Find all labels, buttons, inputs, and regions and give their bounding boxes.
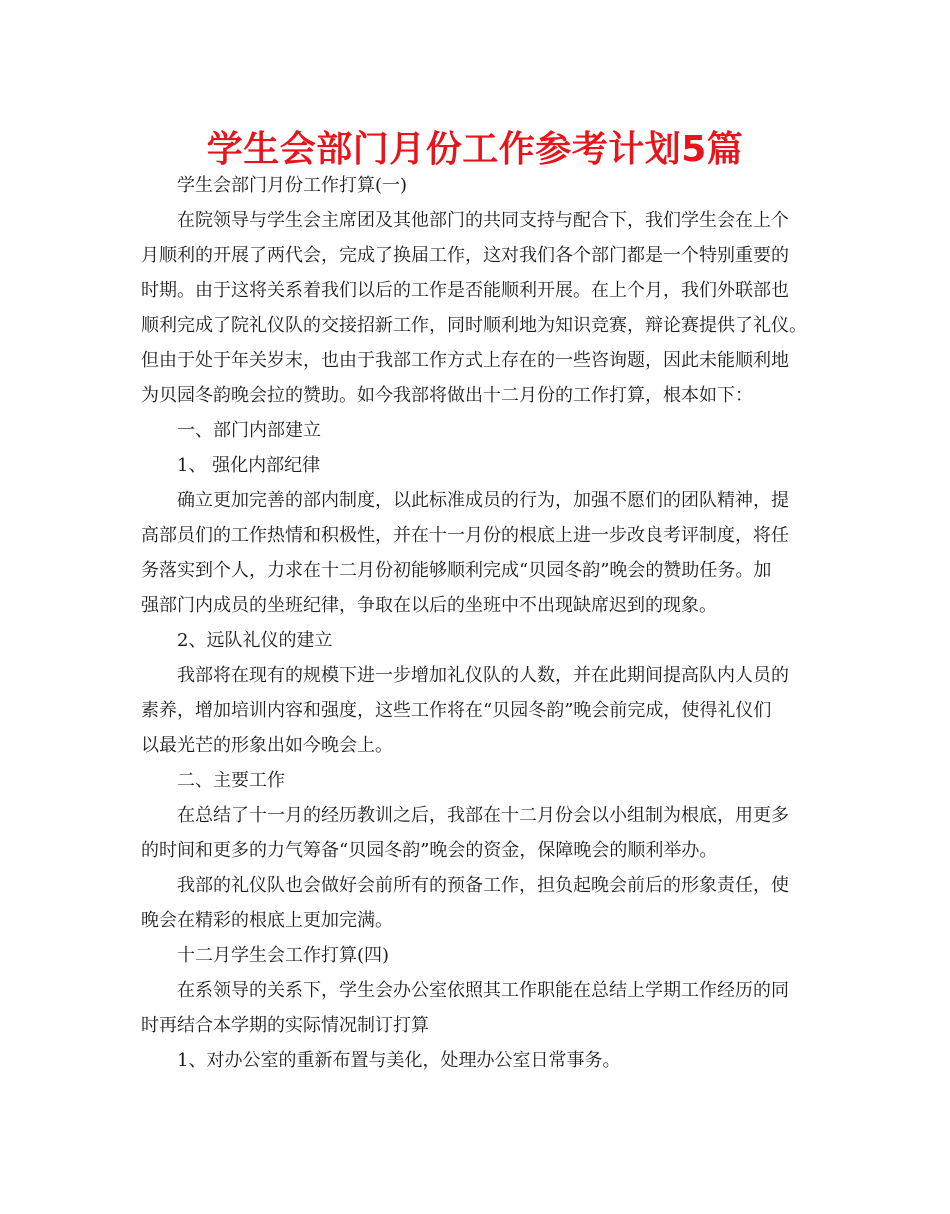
paragraph — [141, 623, 821, 658]
paragraph-line: 十二月学生会工作打算(四) — [177, 945, 390, 966]
paragraph-line: 在总结了十一月的经历教训之后，我部在十二月份会以小组制为根底，用更多 — [177, 805, 789, 826]
paragraph-line: 学生会部门月份工作打算(一) — [177, 175, 408, 196]
paragraph — [141, 483, 821, 623]
paragraph — [141, 1043, 821, 1078]
paragraph-line: 确立更加完善的部内制度，以此标准成员的行为，加强不愿们的团队精神，提 — [177, 490, 789, 511]
paragraph — [141, 168, 821, 203]
paragraph-line: 为贝园冬韵晚会拉的赞助。如今我部将做出十二月份的工作打算，根本如下： — [141, 385, 753, 406]
paragraph — [141, 763, 821, 798]
paragraph — [141, 938, 821, 973]
paragraph-line: 在系领导的关系下，学生会办公室依照其工作职能在总结上学期工作经历的同 — [177, 980, 789, 1001]
paragraph — [141, 658, 821, 763]
paragraph-line: 1、对办公室的重新布置与美化，处理办公室日常事务。 — [177, 1050, 621, 1071]
paragraph — [141, 448, 821, 483]
paragraph-line: 顺利完成了院礼仪队的交接招新工作，同时顺利地为知识竞赛，辩论赛提供了礼仪。 — [141, 315, 807, 336]
paragraph-line: 高部员们的工作热情和积极性，并在十一月份的根底上进一步改良考评制度，将任 — [141, 525, 789, 546]
paragraph-line: 2、远队礼仪的建立 — [177, 630, 333, 651]
paragraph — [141, 203, 821, 413]
paragraph — [141, 413, 821, 448]
document-title: 学生会部门月份工作参考计划5篇 — [206, 129, 744, 170]
paragraph — [141, 798, 821, 868]
paragraph — [141, 868, 821, 938]
paragraph-line: 素养，增加培训内容和强度，这些工作将在“贝园冬韵”晚会前完成，使得礼仪们 — [141, 700, 772, 721]
paragraph-line: 但由于处于年关岁末，也由于我部工作方式上存在的一些咨询题，因此未能顺利地 — [141, 350, 789, 371]
paragraph-line: 在院领导与学生会主席团及其他部门的共同支持与配合下，我们学生会在上个 — [177, 210, 789, 231]
paragraph — [141, 973, 821, 1043]
paragraph-line: 时再结合本学期的实际情况制订打算 — [141, 1015, 429, 1036]
paragraph-line: 1、 强化内部纪律 — [177, 455, 321, 476]
paragraph-line: 二、主要工作 — [177, 770, 285, 791]
document-body — [141, 168, 821, 1078]
paragraph-line: 我部的礼仪队也会做好会前所有的预备工作，担负起晚会前后的形象责任，使 — [177, 875, 789, 896]
paragraph-line: 一、部门内部建立 — [177, 420, 321, 441]
paragraph-line: 以最光芒的形象出如今晚会上。 — [141, 735, 393, 756]
paragraph-line: 我部将在现有的规模下进一步增加礼仪队的人数，并在此期间提高队内人员的 — [177, 665, 789, 686]
paragraph-line: 务落实到个人，力求在十二月份初能够顺利完成“贝园冬韵”晚会的赞助任务。加 — [141, 560, 772, 581]
paragraph-line: 时期。由于这将关系着我们以后的工作是否能顺利开展。在上个月，我们外联部也 — [141, 280, 789, 301]
paragraph-line: 的时间和更多的力气筹备“贝园冬韵”晚会的资金，保障晚会的顺利举办。 — [141, 840, 718, 861]
paragraph-line: 强部门内成员的坐班纪律，争取在以后的坐班中不出现缺席迟到的现象。 — [141, 595, 717, 616]
paragraph-line: 晚会在精彩的根底上更加完满。 — [141, 910, 393, 931]
paragraph-line: 月顺利的开展了两代会，完成了换届工作，这对我们各个部门都是一个特别重要的 — [141, 245, 789, 266]
